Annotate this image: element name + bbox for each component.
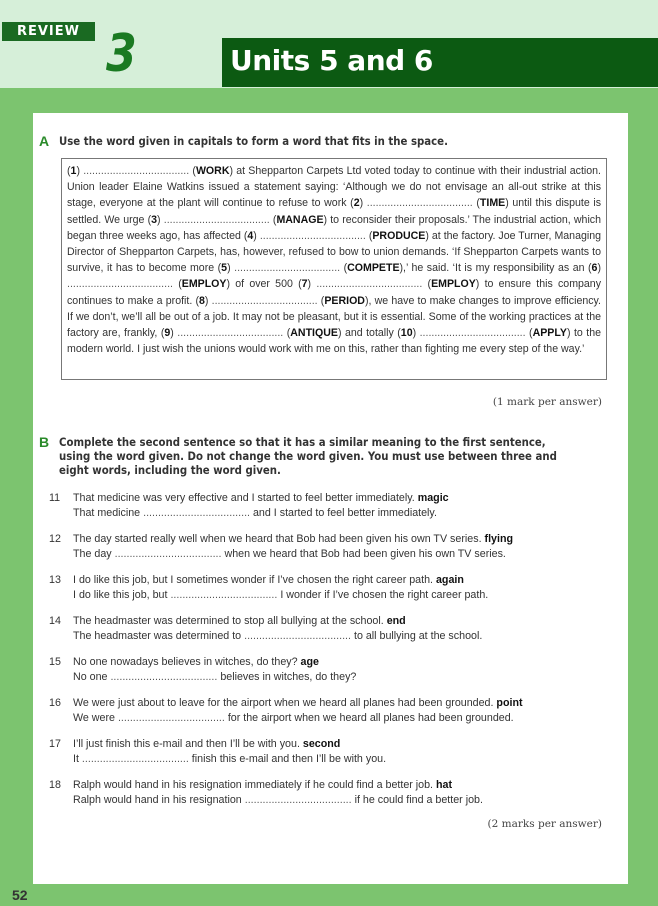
section-b-marks: (2 marks per answer) xyxy=(487,818,602,830)
question-item xyxy=(49,491,609,521)
answer-gap[interactable]: .................................... xyxy=(419,327,526,340)
cue-word: APPLY xyxy=(532,327,567,340)
rewrite-sentence: It .................................... finish this e-mail and then I’ll be with you. xyxy=(73,753,387,765)
question-item xyxy=(49,573,609,603)
answer-gap[interactable]: .................................... xyxy=(211,294,318,307)
section-a-passage: (1) .................................... (WORK) at Shepparton Carpets Ltd voted today to continue with their industrial action. Union leader Elaine Watkins issued a statement saying: ‘Although we do not envisage an all-out strike at this stage, everyone at the plant will continue to refuse to work (2) .................................... (TIME) until this dispute is settled. We urge (3) .................................... (MANAGE) to reconsider their proposals.’ The industrial action, which began three weeks ago, has affected (4) .................................... (PRODUCE) at the factory. Joe Turner, Managing Director of Shepparton Carpets, has, however, refused to bow to union demands. ‘If Shepparton Carpets wants to survive, it has to become more (5) .................................... (COMPETE),’ he said. ‘It is my responsibility as an (6) .................................... (EMPLOY) of over 500 (7) .................................... (EMPLOY) to ensure this company continues to make a profit. (8) .................................... (PERIOD), we have to make changes to improve efficiency. If we don’t, we’ll all be out of a job. It may not be pleasant, but it is essential. Some of the working practices at the factory are, frankly, (9) .................................... (ANTIQUE) and totally (10) .................................... (APPLY) to the modern world. I just wish the unions would work with me on this, rather than fighting me every step of the way.’ xyxy=(61,158,607,380)
cue-word: 2 xyxy=(353,197,360,210)
question-number: 16 xyxy=(49,697,61,709)
section-a-marks: (1 mark per answer) xyxy=(492,396,602,408)
original-sentence: The day started really well when we heard that Bob had been given his own TV series. flying xyxy=(73,533,514,545)
cue-word: 6 xyxy=(591,262,598,275)
page-number: 52 xyxy=(12,887,28,903)
section-a-letter: A xyxy=(39,133,50,149)
original-sentence: I do like this job, but I sometimes wonder if I’ve chosen the right career path. again xyxy=(73,574,464,586)
cue-word: EMPLOY xyxy=(431,278,476,291)
cue-word: MANAGE xyxy=(276,213,324,226)
answer-gap[interactable]: .................................... xyxy=(244,630,351,642)
key-word: again xyxy=(435,574,464,586)
original-sentence: No one nowadays believes in witches, do they? age xyxy=(73,656,319,668)
cue-word: TIME xyxy=(479,197,506,210)
title-bar xyxy=(222,38,658,87)
cue-word: 9 xyxy=(164,327,171,340)
original-sentence: I’ll just finish this e-mail and then I’ll be with you. second xyxy=(73,738,341,750)
question-item xyxy=(49,696,609,726)
cue-word: WORK xyxy=(195,165,230,177)
question-number: 14 xyxy=(49,615,61,627)
question-item xyxy=(49,614,609,644)
cue-word: 5 xyxy=(221,262,228,275)
rewrite-sentence: We were .................................... for the airport when we heard all planes had been grounded. xyxy=(73,712,514,724)
question-number: 12 xyxy=(49,533,61,545)
question-number: 11 xyxy=(49,492,61,504)
answer-gap[interactable]: .................................... xyxy=(110,671,218,683)
cue-word: ANTIQUE xyxy=(290,327,338,340)
original-sentence: That medicine was very effective and I started to feel better immediately. magic xyxy=(73,492,449,504)
answer-gap[interactable]: .................................... xyxy=(234,262,341,275)
question-item xyxy=(49,532,609,562)
question-number: 15 xyxy=(49,656,61,668)
answer-gap[interactable]: .................................... xyxy=(244,794,352,806)
cue-word: 8 xyxy=(199,294,205,307)
rewrite-sentence: Ralph would hand in his resignation .................................... if he could find a better job. xyxy=(73,794,483,806)
key-word: magic xyxy=(417,492,449,504)
cue-word: PRODUCE xyxy=(372,229,426,242)
cue-word: 3 xyxy=(151,213,158,226)
question-number: 17 xyxy=(49,738,61,750)
section-a-instruction: Use the word given in capitals to form a word that fits in the space. xyxy=(59,135,448,148)
cue-word: PERIOD xyxy=(324,294,365,307)
answer-gap[interactable]: .................................... xyxy=(81,753,189,765)
cue-word: EMPLOY xyxy=(181,278,227,291)
answer-gap[interactable]: .................................... xyxy=(177,327,284,340)
answer-gap[interactable]: .................................... xyxy=(259,229,366,242)
unit-number: 3 xyxy=(106,24,137,84)
rewrite-sentence: The day .................................... when we heard that Bob had been given his own TV series. xyxy=(73,548,506,560)
rewrite-sentence: No one .................................... believes in witches, do they? xyxy=(73,671,357,683)
question-item xyxy=(49,737,609,767)
answer-gap[interactable]: .................................... xyxy=(170,589,278,601)
key-word: age xyxy=(300,656,319,668)
answer-gap[interactable]: .................................... xyxy=(67,278,173,291)
original-sentence: We were just about to leave for the airport when we heard all planes had been grounded. point xyxy=(73,697,523,709)
question-item xyxy=(49,655,609,685)
key-word: hat xyxy=(436,779,453,791)
cue-word: 1 xyxy=(70,165,77,177)
answer-gap[interactable]: .................................... xyxy=(83,165,190,177)
review-label: REVIEW xyxy=(2,22,95,41)
key-word: second xyxy=(302,738,341,750)
answer-gap[interactable]: .................................... xyxy=(316,278,423,291)
answer-gap[interactable]: .................................... xyxy=(114,548,222,560)
question-number: 13 xyxy=(49,574,61,586)
answer-gap[interactable]: .................................... xyxy=(143,507,251,519)
cue-word: 10 xyxy=(400,327,413,340)
answer-gap[interactable]: .................................... xyxy=(366,197,473,210)
key-word: end xyxy=(386,615,406,627)
section-b-instruction: Complete the second sentence so that it has a similar meaning to the first sentence, using the word given. Do not change the word given. You must use between three and eight words, including the word given. xyxy=(59,436,557,477)
question-item xyxy=(49,778,609,808)
rewrite-sentence: I do like this job, but .................................... I wonder if I’ve chosen the right career path. xyxy=(73,589,489,601)
section-b-letter: B xyxy=(39,434,50,450)
answer-gap[interactable]: .................................... xyxy=(163,213,270,226)
original-sentence: The headmaster was determined to stop all bullying at the school. end xyxy=(73,615,406,627)
cue-word: 7 xyxy=(301,278,308,291)
key-word: point xyxy=(496,697,523,709)
answer-gap[interactable]: .................................... xyxy=(117,712,225,724)
cue-word: 4 xyxy=(247,229,254,242)
worksheet-page xyxy=(33,113,628,884)
original-sentence: Ralph would hand in his resignation immediately if he could find a better job. hat xyxy=(73,779,453,791)
page-title: Units 5 and 6 xyxy=(230,44,433,77)
question-number: 18 xyxy=(49,779,61,791)
rewrite-sentence: The headmaster was determined to .................................... to all bullying at the school. xyxy=(73,630,483,642)
rewrite-sentence: That medicine .................................... and I started to feel better immediately. xyxy=(73,507,437,519)
key-word: flying xyxy=(484,533,514,545)
cue-word: COMPETE xyxy=(347,262,400,275)
